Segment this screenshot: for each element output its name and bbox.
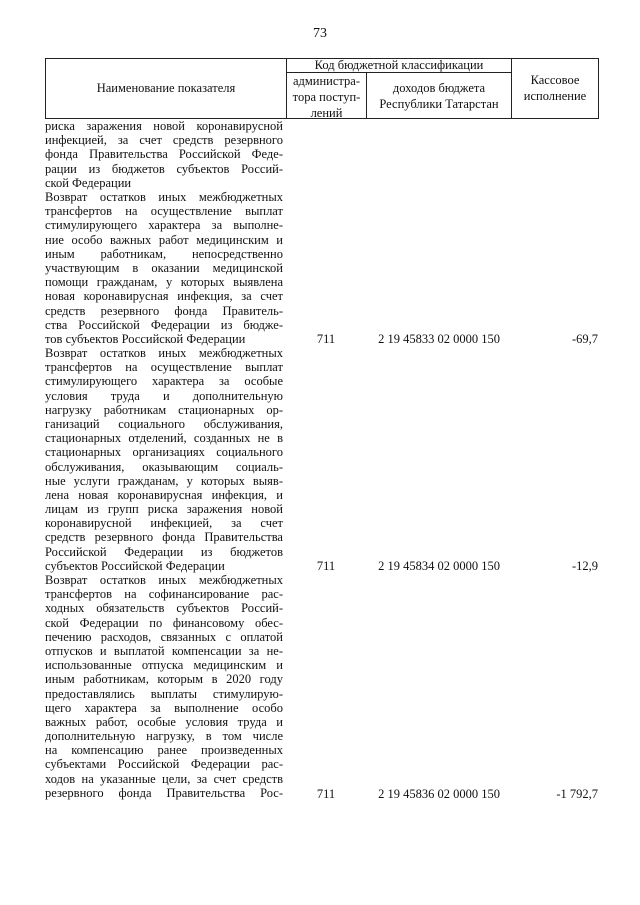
income-code-cell: 2 19 45836 02 0000 150 — [378, 787, 500, 801]
header-income — [367, 80, 511, 112]
row-text-line: рации из бюджетов субъектов Россий- — [45, 161, 283, 176]
row-text-line: щего характера за выполнение особо — [45, 700, 283, 715]
header-admin-line-1: администра- — [292, 74, 360, 88]
income-code-cell: 2 19 45834 02 0000 150 — [378, 559, 500, 573]
row-text-line: использованные отпуска медицинским и — [45, 658, 283, 673]
row-text-line: нагрузку работникам стационарных ор- — [45, 402, 283, 417]
header-cash-line-2: исполнение — [523, 89, 587, 103]
row-text-line: дополнительную нагрузку, в том числе — [45, 729, 283, 744]
row-text-line: инфекцией, за счет средств резервного — [45, 133, 283, 148]
cash-amount-cell: -12,9 — [571, 559, 598, 573]
row-text-line: участвующим в оказании медицинской — [45, 260, 283, 275]
row-text-line: Российской Федерации из бюджетов — [45, 544, 283, 559]
admin-code-cell: 711 — [316, 787, 336, 801]
row-text-line: резервного фонда Правительства Рос- — [45, 785, 283, 800]
header-right-border — [598, 58, 599, 119]
table-row-name — [45, 346, 283, 573]
header-income-line-1: доходов бюджета — [392, 81, 486, 95]
header-budget-code-group: Код бюджетной классификации — [314, 58, 484, 72]
table-row-name — [45, 573, 283, 800]
row-text-line: средств резервного фонда Правительства — [45, 530, 283, 545]
row-text-line: риска заражения новой коронавирусной — [45, 119, 283, 133]
cash-amount-cell: -69,7 — [571, 332, 598, 346]
row-text-line: иным работникам, непосредственно — [45, 246, 283, 261]
row-text-line: Возврат остатков иных межбюджетных — [45, 190, 283, 204]
row-text-line: важных работ, особые условия труда и — [45, 714, 283, 729]
header-name: Наименование показателя — [96, 81, 236, 95]
row-text-line: печению расходов, связанных с оплатой — [45, 629, 283, 644]
header-cash — [512, 72, 598, 104]
row-text-line: новая коронавирусная инфекция, за счет — [45, 289, 283, 304]
row-text-line: лена новая коронавирусная инфекция, и — [45, 487, 283, 502]
row-text-line: коронавирусной инфекцией, за счет — [45, 516, 283, 531]
table-row-name — [45, 119, 283, 190]
cash-amount-cell: -1 792,7 — [556, 787, 598, 801]
header-admin-line-3: лений — [310, 106, 343, 120]
row-text-line: субъектов Российской Федерации — [45, 558, 225, 573]
row-text-line: Возврат остатков иных межбюджетных — [45, 573, 283, 587]
row-text-line: трансфертов на софинансирование рас- — [45, 587, 283, 602]
income-code-cell: 2 19 45833 02 0000 150 — [378, 332, 500, 346]
header-admin — [287, 73, 366, 121]
row-text-line: трансфертов на осуществление выплат — [45, 204, 283, 219]
header-income-line-2: Республики Татарстан — [379, 97, 499, 111]
row-text-line: субъектами Российской Федерации рас- — [45, 757, 283, 772]
row-text-line: ской Федерации — [45, 175, 132, 190]
header-cash-line-1: Кассовое — [530, 73, 580, 87]
row-text-line: тов субъектов Российской Федерации — [45, 331, 246, 346]
row-text-line: стационарных отделений, созданных не в — [45, 431, 283, 446]
admin-code-cell: 711 — [316, 559, 336, 573]
row-text-line: лицам из групп риска заражения новой — [45, 502, 283, 517]
admin-code-cell: 711 — [316, 332, 336, 346]
row-text-line: трансфертов на осуществление выплат — [45, 360, 283, 375]
row-text-line: обслуживания, оказывающим социаль- — [45, 459, 283, 474]
row-text-line: ходов на указанные цели, за счет средств — [45, 771, 283, 786]
table-row-name — [45, 190, 283, 346]
page-number: 73 — [313, 26, 327, 41]
row-text-line: на компенсацию ранее произведенных — [45, 743, 283, 758]
row-text-line: помощи гражданам, у которых выявлена — [45, 275, 283, 290]
row-text-line: ходных обязательств субъектов Россий- — [45, 601, 283, 616]
row-text-line: ства Российской Федерации из бюдже- — [45, 317, 283, 332]
row-text-line: стимулирующего характера за особые — [45, 374, 283, 389]
row-text-line: ской Федерации по финансовому обес- — [45, 615, 283, 630]
row-text-line: предоставлялись выплаты стимулирую- — [45, 686, 283, 701]
header-admin-line-2: тора поступ- — [292, 90, 361, 104]
row-text-line: иным работникам, которым в 2020 году — [45, 672, 283, 687]
row-text-line: стимулирующего характера за выполне- — [45, 218, 283, 233]
row-text-line: отпусков и выплатой компенсации за не- — [45, 643, 283, 658]
row-text-line: стационарных организациях социального — [45, 445, 283, 460]
row-text-line: условия труда и дополнительную — [45, 388, 283, 403]
row-text-line: ганизаций социального обслуживания, — [45, 416, 283, 431]
row-text-line: средств резервного фонда Правитель- — [45, 303, 283, 318]
row-text-line: Возврат остатков иных межбюджетных — [45, 346, 283, 360]
row-text-line: ные услуги гражданам, у которых выяв- — [45, 473, 283, 488]
row-text-line: фонда Правительства Российской Феде- — [45, 147, 283, 162]
row-text-line: ние особо важных работ медицинским и — [45, 232, 283, 247]
